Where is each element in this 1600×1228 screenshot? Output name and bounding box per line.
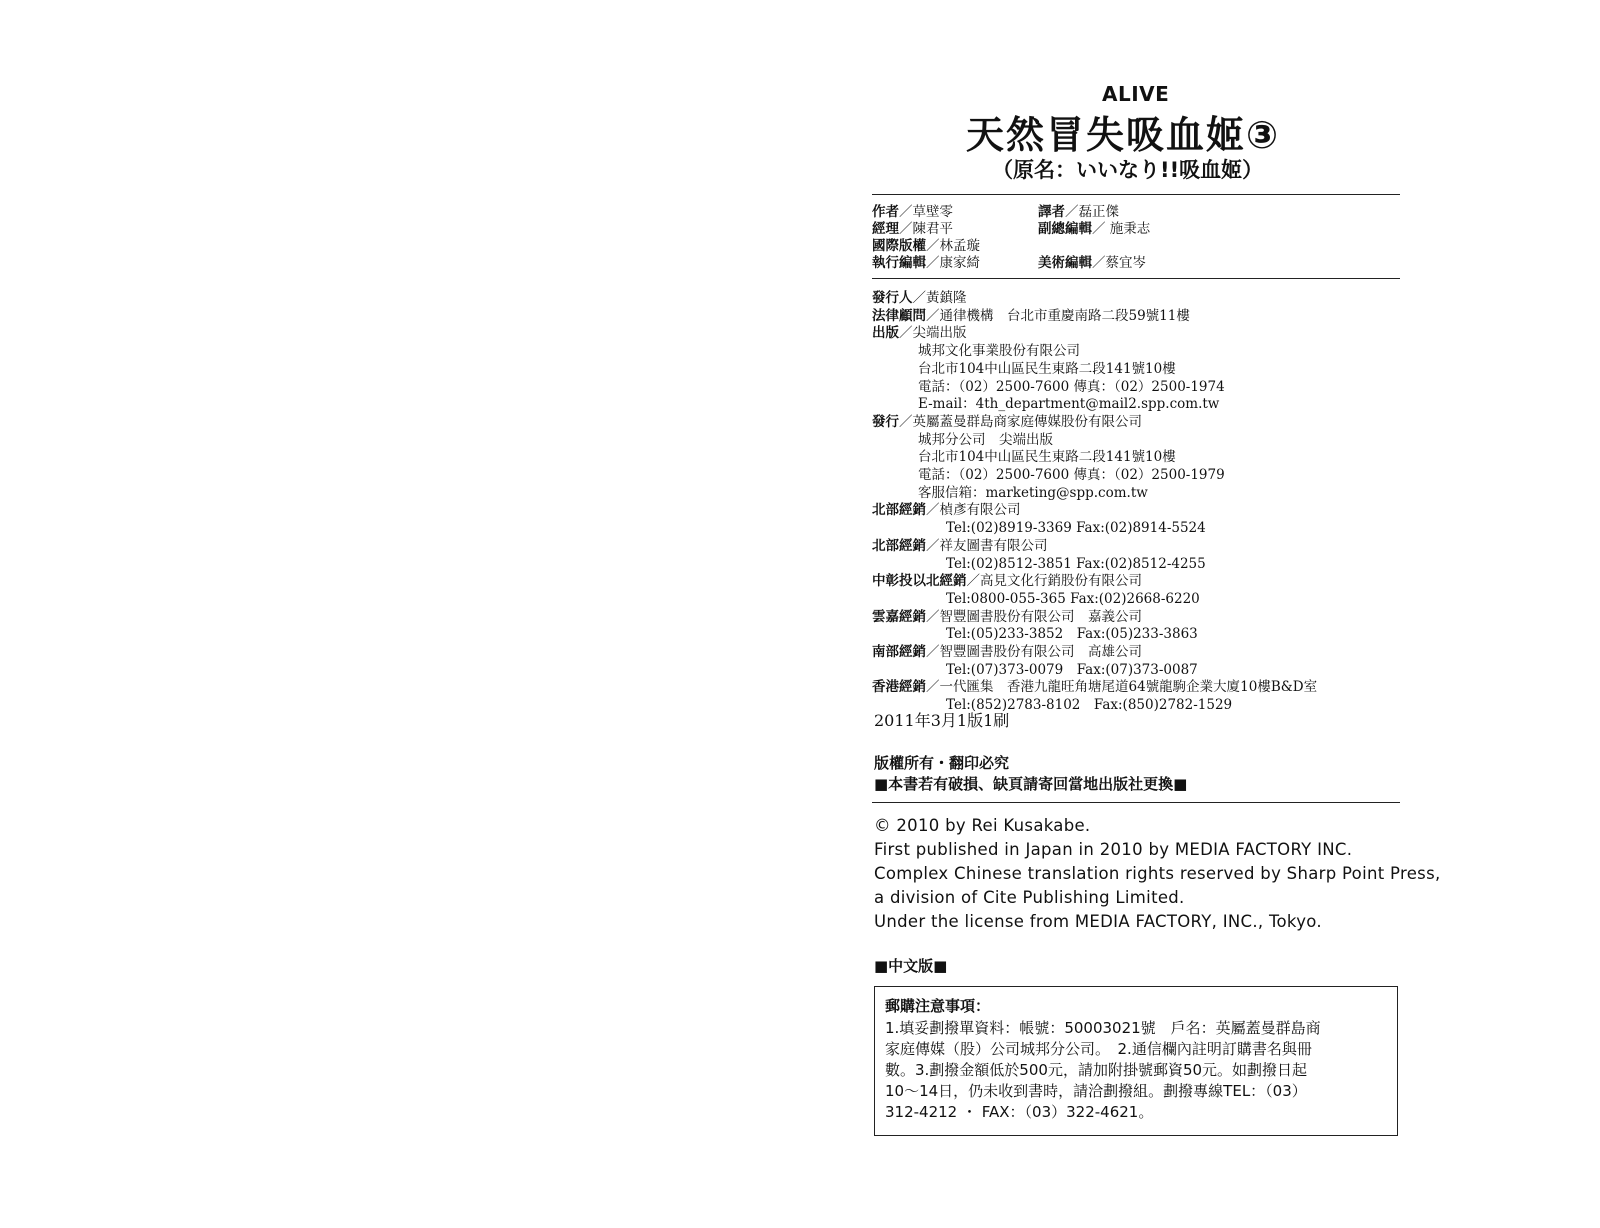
publisher-line (918, 485, 1148, 502)
divider (872, 278, 1400, 279)
publisher-line: 發行／英屬蓋曼群島商家庭傳媒股份有限公司 (872, 413, 1142, 430)
book-title: 天然冒失吸血姬③ (966, 113, 1281, 157)
publisher-label: 中彰投以北經銷 (872, 573, 967, 590)
publisher-line (946, 591, 1200, 608)
credit-art-editor: 美術編輯／蔡宜岑 (1038, 255, 1146, 271)
publisher-line: 出版／尖端出版 (872, 325, 967, 342)
publisher-label: 發行人 (872, 290, 913, 306)
edition-date: 2011年3月1版1刷 (874, 711, 1010, 730)
credit-intl-rights: 國際版權／林孟璇 (872, 238, 980, 254)
publisher-line (918, 432, 1053, 449)
publisher-value: 尖端出版 (912, 325, 967, 342)
publisher-value: 電話：（02）2500-7600 傳真：（02）2500-1974 (918, 378, 1225, 395)
publisher-value: 祥友圖書有限公司 (939, 537, 1048, 554)
mail-order-notice (874, 986, 1398, 1136)
publisher-value: Tel:(05)233-3852 Fax:(05)233-3863 (946, 626, 1198, 643)
publisher-line (946, 520, 1206, 537)
notice-line: 1.填妥劃撥單資料：帳號：50003021號 戶名：英屬蓋曼群島商 (885, 1019, 1321, 1037)
publisher-line: 北部經銷／祥友圖書有限公司 (872, 537, 1048, 554)
notice-line: 家庭傳媒（股）公司城邦分公司。 2.通信欄內註明訂購書名與冊 (885, 1040, 1312, 1058)
publisher-value: Tel:0800-055-365 Fax:(02)2668-6220 (946, 590, 1200, 607)
publisher-label: 法律顧問 (872, 307, 926, 324)
copyright-line: Under the license from MEDIA FACTORY, INC., Tokyo. (874, 912, 1322, 931)
publisher-value: 智豐圖書股份有限公司 高雄公司 (939, 644, 1142, 660)
publisher-label: 香港經銷 (872, 679, 926, 696)
notice-heading: 郵購注意事項： (885, 997, 991, 1015)
publisher-line: 香港經銷／一代匯集 香港九龍旺角塘尾道64號龍駒企業大廈10樓B&D室 (872, 679, 1318, 696)
notice-line: 數。3.劃撥金額低於500元，請加附掛號郵資50元。如劃撥日起 (885, 1061, 1308, 1079)
publisher-line (918, 343, 1080, 360)
publisher-value: 一代匯集 香港九龍旺角塘尾道64號龍駒企業大廈10樓B&D室 (939, 679, 1318, 696)
publisher-line: 發行人／黃鎮隆 (872, 290, 967, 306)
damage-notice: ■本書若有破損、缺頁請寄回當地出版社更換■ (874, 775, 1188, 793)
publisher-line (946, 626, 1198, 643)
publisher-value: 智豐圖書股份有限公司 嘉義公司 (939, 608, 1142, 625)
publisher-line (918, 467, 1225, 484)
publisher-value: 英屬蓋曼群島商家庭傳媒股份有限公司 (912, 413, 1142, 430)
publisher-line: 雲嘉經銷／智豐圖書股份有限公司 嘉義公司 (872, 608, 1142, 625)
publisher-line (946, 556, 1206, 573)
copyright-line: a division of Cite Publishing Limited. (874, 888, 1185, 907)
credit-translator: 譯者／磊正傑 (1038, 204, 1119, 220)
publisher-value: 通律機構 台北市重慶南路二段59號11樓 (939, 307, 1190, 324)
publisher-line: 北部經銷／楨彥有限公司 (872, 502, 1021, 519)
publisher-line: 中彰投以北經銷／高見文化行銷股份有限公司 (872, 573, 1142, 590)
publisher-value: 城邦分公司 尖端出版 (918, 431, 1053, 448)
publisher-label: 北部經銷 (872, 502, 926, 519)
publisher-line (918, 361, 1176, 378)
copyright-line: Complex Chinese translation rights reserved by Sharp Point Press, (874, 864, 1441, 883)
publisher-value: 黃鎮隆 (926, 290, 967, 306)
publisher-line: 南部經銷／智豐圖書股份有限公司 高雄公司 (872, 644, 1142, 660)
publisher-line (918, 379, 1225, 396)
notice-line: 10～14日，仍未收到書時，請洽劃撥組。劃撥專線TEL：（03） (885, 1082, 1307, 1100)
publisher-value: Tel:(02)8919-3369 Fax:(02)8914-5524 (946, 520, 1206, 537)
publisher-label: 北部經銷 (872, 537, 926, 554)
credit-manager: 經理／陳君平 (872, 221, 953, 237)
original-title: （原名：いいなり!!吸血姬） (992, 158, 1264, 182)
credit-author: 作者／草壁零 (872, 204, 953, 220)
series-name: ALIVE (1102, 82, 1170, 106)
publisher-line: 法律顧問／通律機構 台北市重慶南路二段59號11樓 (872, 307, 1190, 324)
colophon (872, 0, 1592, 1228)
publisher-value: 楨彥有限公司 (939, 502, 1021, 519)
publisher-line (918, 396, 1219, 413)
publisher-line (946, 697, 1232, 714)
copyright-line: © 2010 by Rei Kusakabe. (874, 816, 1091, 835)
publisher-value: E-mail：4th_department@mail2.spp.com.tw (918, 396, 1220, 413)
publisher-label: 南部經銷 (872, 644, 926, 660)
publisher-value: 高見文化行銷股份有限公司 (980, 573, 1142, 590)
publisher-value: 電話：（02）2500-7600 傳真：（02）2500-1979 (918, 467, 1225, 483)
publisher-label: 雲嘉經銷 (872, 608, 926, 625)
credit-deputy-editor: 副總編輯／ 施秉志 (1038, 221, 1151, 237)
publisher-value: 台北市104中山區民生東路二段141號10樓 (918, 360, 1176, 377)
publisher-value: 城邦文化事業股份有限公司 (918, 343, 1080, 360)
chinese-edition-label: ■中文版■ (874, 957, 948, 975)
publisher-value: 客服信箱：marketing@spp.com.tw (918, 484, 1148, 501)
copyright-line: First published in Japan in 2010 by MEDIA FACTORY INC. (874, 840, 1353, 859)
credit-exec-editor: 執行編輯／康家綺 (872, 255, 980, 271)
publisher-label: 出版 (872, 325, 899, 342)
publisher-value: 台北市104中山區民生東路二段141號10樓 (918, 449, 1176, 466)
publisher-label: 發行 (872, 413, 899, 430)
publisher-line (946, 662, 1198, 679)
publisher-value: Tel:(02)8512-3851 Fax:(02)8512-4255 (946, 555, 1206, 572)
divider (872, 194, 1400, 195)
divider (872, 802, 1400, 803)
notice-line: 312-4212 ・ FAX：（03）322-4621。 (885, 1103, 1154, 1121)
rights-notice: 版權所有・翻印必究 (874, 754, 1010, 772)
publisher-value: Tel:(07)373-0079 Fax:(07)373-0087 (946, 661, 1198, 678)
publisher-value: Tel:(852)2783-8102 Fax:(850)2782-1529 (946, 697, 1233, 714)
publisher-line (918, 449, 1176, 466)
